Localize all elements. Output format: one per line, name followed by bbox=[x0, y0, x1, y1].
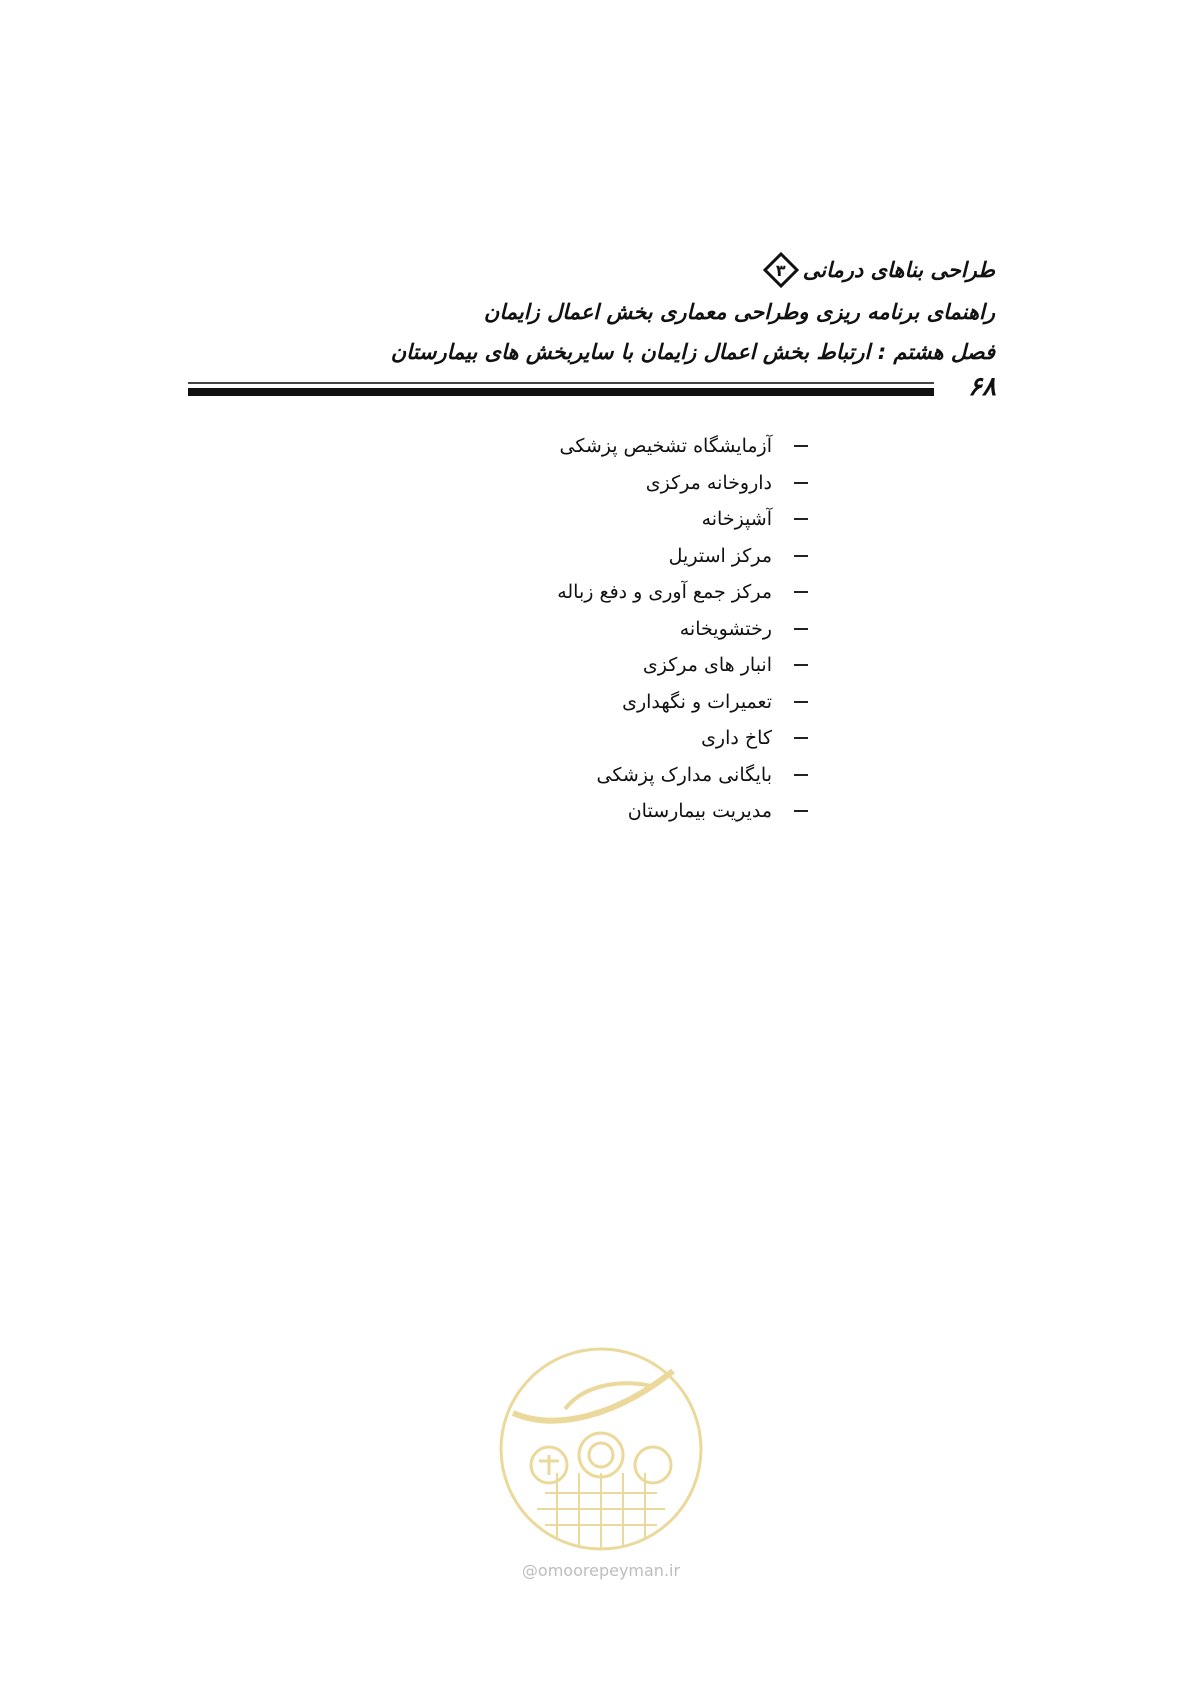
list-item bbox=[388, 611, 808, 648]
volume-number: ۳ bbox=[775, 260, 786, 280]
list-item-text: رختشویخانه bbox=[679, 617, 772, 640]
list-item bbox=[388, 793, 808, 830]
list-item-text: بایگانی مدارک پزشکی bbox=[596, 763, 772, 786]
series-line bbox=[235, 248, 995, 292]
list-item bbox=[388, 757, 808, 794]
dash-icon bbox=[794, 664, 808, 666]
dash-icon bbox=[794, 701, 808, 703]
dash-icon bbox=[794, 591, 808, 593]
dash-icon bbox=[794, 810, 808, 812]
chapter-title: فصل هشتم : ارتباط بخش اعمال زایمان با سایربخش های بیمارستان bbox=[390, 340, 995, 364]
list-item-text: آشپزخانه bbox=[701, 508, 772, 530]
list-item-text: آزمایشگاه تشخیص پزشکی bbox=[559, 435, 772, 457]
list-item bbox=[388, 647, 808, 684]
department-list bbox=[388, 428, 808, 830]
dash-icon bbox=[794, 628, 808, 630]
list-item-text: داروخانه مرکزی bbox=[645, 471, 772, 494]
list-item bbox=[388, 684, 808, 721]
list-item bbox=[388, 501, 808, 538]
header-rule bbox=[188, 372, 996, 408]
dash-icon bbox=[794, 445, 808, 447]
list-item-text: تعمیرات و نگهداری bbox=[622, 690, 772, 713]
header-rule-thin bbox=[188, 382, 934, 384]
list-item bbox=[388, 720, 808, 757]
list-item-text: مدیریت بیمارستان bbox=[627, 800, 772, 822]
book-title: راهنمای برنامه ریزی وطراحی معماری بخش اعمال زایمان bbox=[483, 300, 995, 324]
list-item-text: مرکز جمع آوری و دفع زباله bbox=[557, 581, 772, 603]
watermark-logo-icon bbox=[495, 1343, 707, 1555]
list-item-text: کاخ داری bbox=[701, 727, 772, 749]
list-item bbox=[388, 465, 808, 502]
volume-badge bbox=[763, 252, 799, 288]
dash-icon bbox=[794, 518, 808, 520]
list-item bbox=[388, 574, 808, 611]
watermark bbox=[495, 1343, 707, 1593]
list-item bbox=[388, 538, 808, 575]
page-header bbox=[235, 248, 995, 372]
list-item bbox=[388, 428, 808, 465]
watermark-url: @omoorepeyman.ir bbox=[521, 1561, 681, 1580]
list-item-text: مرکز استریل bbox=[668, 544, 772, 567]
list-item-text: انبار های مرکزی bbox=[642, 654, 772, 676]
page-number: ۶۸ bbox=[968, 372, 996, 402]
dash-icon bbox=[794, 774, 808, 776]
dash-icon bbox=[794, 555, 808, 557]
dash-icon bbox=[794, 482, 808, 484]
series-title: طراحی بناهای درمانی bbox=[802, 258, 995, 282]
dash-icon bbox=[794, 737, 808, 739]
header-rule-thick bbox=[188, 388, 934, 396]
